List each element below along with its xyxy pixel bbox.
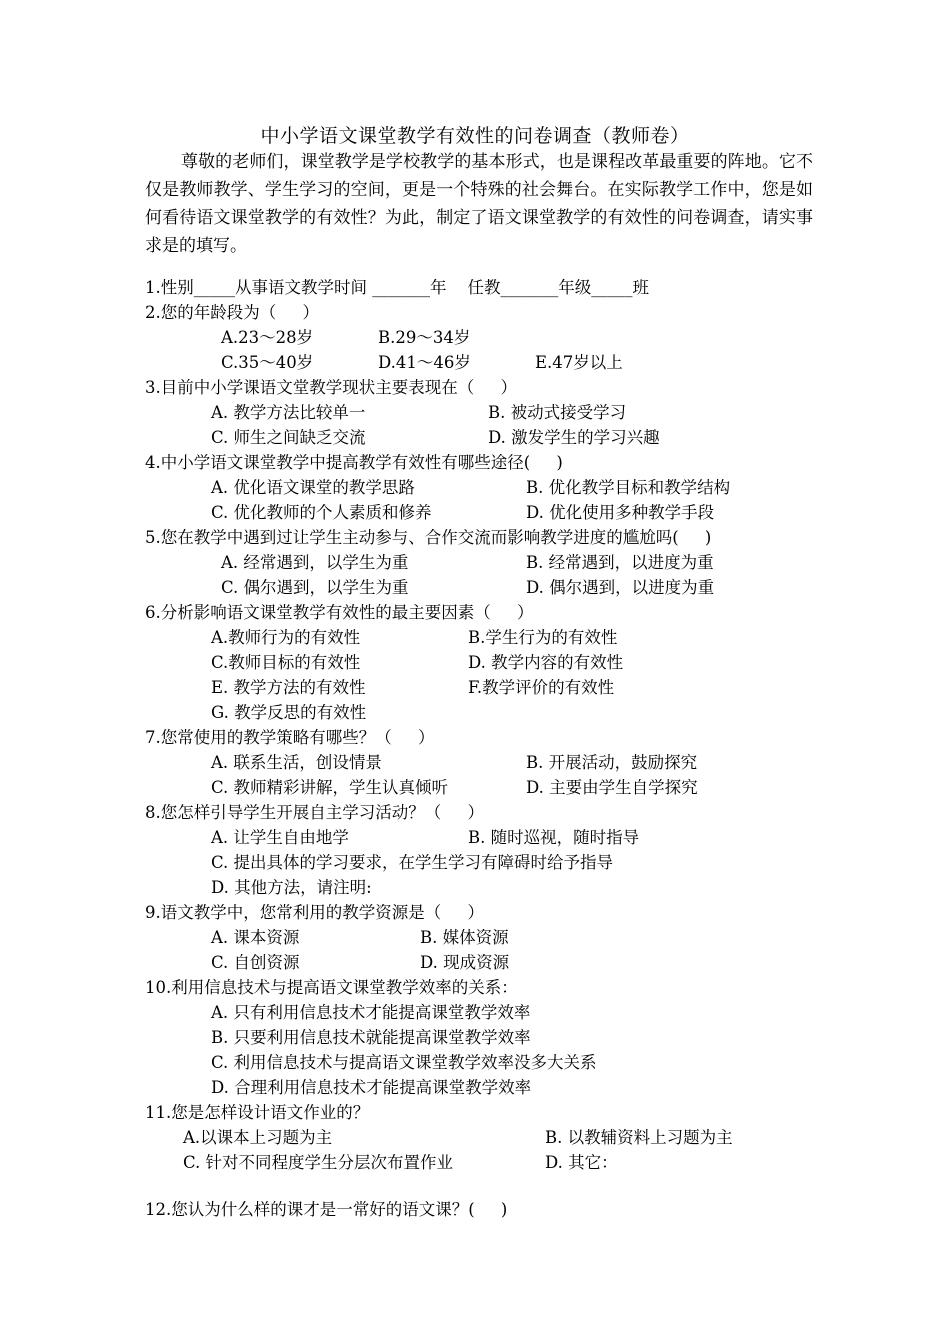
page-title: 中小学语文课堂教学有效性的问卷调查（教师卷） [260,125,690,147]
question-10-option-b: B. 只要利用信息技术就能提高课堂教学效率 [211,1028,531,1047]
question-9-option-c: C. 自创资源 [211,953,300,972]
question-9-stem: 9.语文教学中，您常利用的教学资源是（ ） [145,903,484,922]
question-2-option-c: C.35～40岁 [221,353,314,372]
question-11-option-b: B. 以教辅资料上习题为主 [545,1128,733,1147]
question-11-stem: 11.您是怎样设计语文作业的？ [145,1103,370,1122]
question-11-option-a: A.以课本上习题为主 [183,1128,333,1147]
question-4-option-c: C. 优化教师的个人素质和修养 [211,503,432,522]
question-5-option-d: D. 偶尔遇到，以进度为重 [526,578,715,597]
question-1: 1.性别_____从事语文教学时间 _______年 任教_______年级_____班 [145,278,649,297]
question-4-option-b: B. 优化教学目标和教学结构 [526,478,731,497]
question-3-option-b: B. 被动式接受学习 [488,403,627,422]
question-8-option-a: A. 让学生自由地学 [211,828,349,847]
question-7-stem: 7.您常使用的教学策略有哪些？（ ） [145,728,435,747]
question-8-option-d: D. 其他方法，请注明: [211,878,372,897]
question-4-option-a: A. 优化语文课堂的教学思路 [211,478,415,497]
question-2-option-d: D.41～46岁 [378,353,471,372]
question-10-option-d: D. 合理利用信息技术才能提高课堂教学效率 [211,1078,532,1097]
question-3-option-a: A. 教学方法比较单一 [211,403,366,422]
question-3-stem: 3.目前中小学课语文堂教学现状主要表现在（ ） [145,378,517,397]
question-9-option-d: D. 现成资源 [420,953,510,972]
question-10-option-a: A. 只有利用信息技术才能提高课堂教学效率 [211,1003,531,1022]
question-8-option-b: B. 随时巡视，随时指导 [468,828,640,847]
question-5-stem: 5.您在教学中遇到过让学生主动参与、合作交流而影响教学进度的尴尬吗( ) [145,528,712,547]
question-10-option-c: C. 利用信息技术与提高语文课堂教学效率没多大关系 [211,1053,597,1072]
question-6-option-g: G. 教学反思的有效性 [211,703,367,722]
question-11-option-d: D. 其它： [545,1153,618,1172]
question-4-option-d: D. 优化使用多种教学手段 [526,503,715,522]
question-2-option-a: A.23～28岁 [221,328,314,347]
question-4-stem: 4.中小学语文课堂教学中提高教学有效性有哪些途径( ) [145,453,563,472]
question-6-option-c: C.教师目标的有效性 [211,653,361,672]
question-2-stem: 2.您的年龄段为（ ） [145,303,319,322]
question-6-option-a: A.教师行为的有效性 [211,628,361,647]
question-7-option-c: C. 教师精彩讲解，学生认真倾听 [211,778,449,797]
question-9-option-b: B. 媒体资源 [420,928,509,947]
question-6-option-e: E. 教学方法的有效性 [211,678,366,697]
question-7-option-a: A. 联系生活，创设情景 [211,753,382,772]
question-6-option-b: B.学生行为的有效性 [468,628,618,647]
question-3-option-d: D. 激发学生的学习兴趣 [488,428,660,447]
question-3-option-c: C. 师生之间缺乏交流 [211,428,366,447]
question-6-option-f: F.教学评价的有效性 [468,678,615,697]
question-10-stem: 10.利用信息技术与提高语文课堂教学效率的关系： [145,978,518,997]
question-7-option-d: D. 主要由学生自学探究 [526,778,698,797]
question-2-option-e: E.47岁以上 [535,353,623,372]
question-5-option-c: C. 偶尔遇到，以学生为重 [221,578,409,597]
question-8-stem: 8.您怎样引导学生开展自主学习活动？（ ） [145,803,484,822]
question-6-stem: 6.分析影响语文课堂教学有效性的最主要因素（ ） [145,603,534,622]
question-12-stem: 12.您认为什么样的课才是一常好的语文课？( ) [145,1200,508,1219]
question-8-option-c: C. 提出具体的学习要求，在学生学习有障碍时给予指导 [211,853,614,872]
question-5-option-a: A. 经常遇到，以学生为重 [221,553,409,572]
intro-paragraph: 尊敬的老师们，课堂教学是学校教学的基本形式，也是课程改革最重要的阵地。它不仅是教师教学、学生学习的空间，更是一个特殊的社会舞台。在实际教学工作中，您是如何看待语文课堂教学的有效性？为此，制定了语文课堂教学的有效性的问卷调查，请实事求是的填写。 [145,152,813,256]
question-11-option-c: C. 针对不同程度学生分层次布置作业 [183,1153,454,1172]
question-9-option-a: A. 课本资源 [211,928,300,947]
question-2-option-b: B.29～34岁 [378,328,471,347]
question-5-option-b: B. 经常遇到，以进度为重 [526,553,714,572]
question-7-option-b: B. 开展活动，鼓励探究 [526,753,698,772]
question-6-option-d: D. 教学内容的有效性 [468,653,624,672]
